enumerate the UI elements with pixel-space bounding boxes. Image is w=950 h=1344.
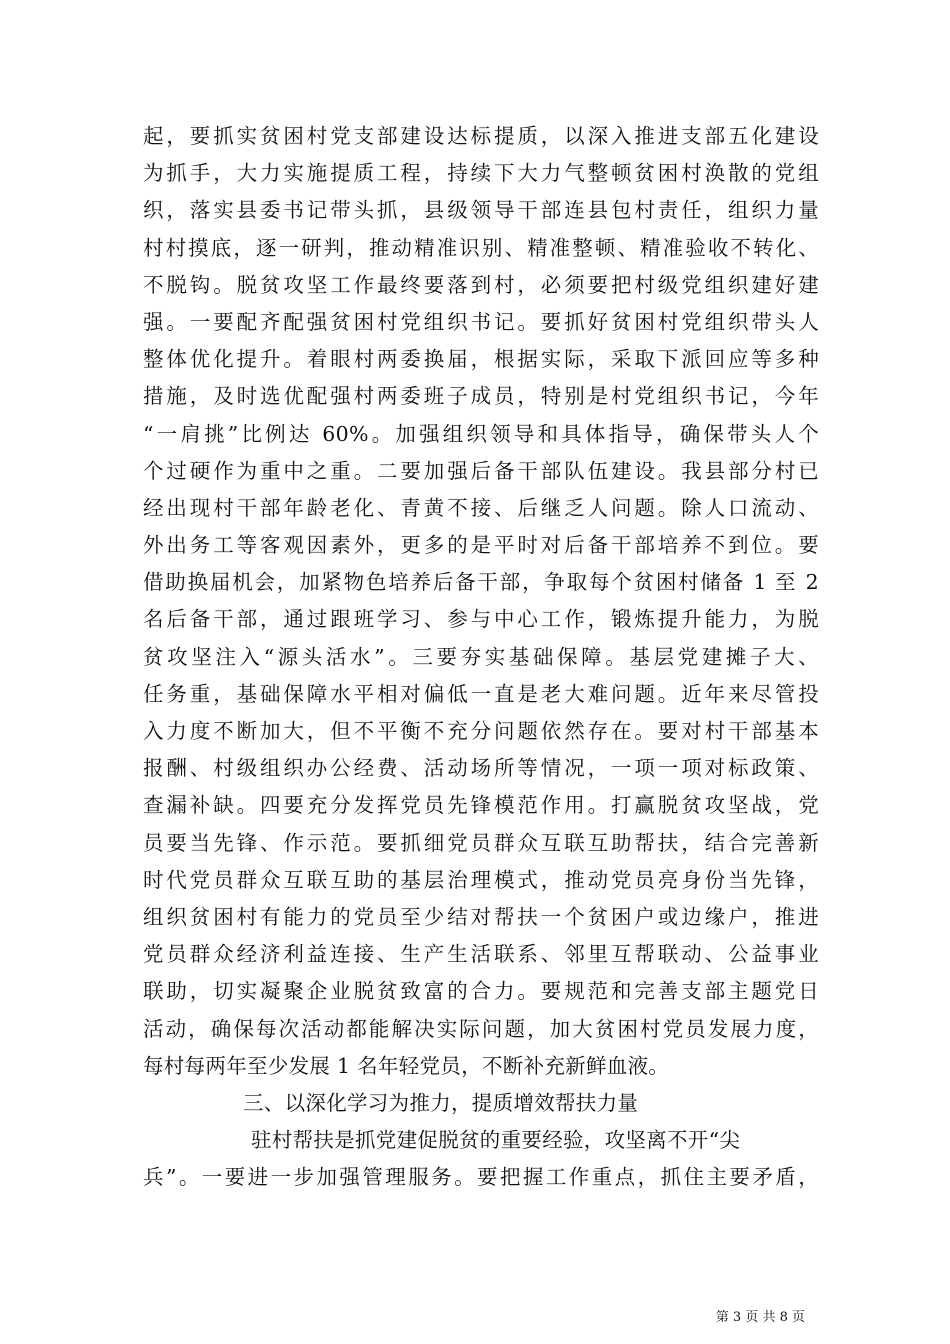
text-line: 员要当先锋、作示范。要抓细党员群众互联互助帮扶，结合完善新 bbox=[143, 830, 819, 855]
text-line: 措施，及时选优配强村两委班子成员，特别是村党组织书记，今年 bbox=[143, 384, 819, 409]
text-line: 强。一要配齐配强贫困村党组织书记。要抓好贫困村党组织带头人 bbox=[143, 309, 819, 334]
text-line: 借助换届机会，加紧物色培养后备干部，争取每个贫困村储备 1 至 2 bbox=[143, 570, 819, 595]
page-number-footer: 第 3 页 共 8 页 bbox=[715, 1310, 805, 1325]
text-line: 个过硬作为重中之重。二要加强后备干部队伍建设。我县部分村已 bbox=[143, 458, 819, 483]
body-text bbox=[143, 118, 819, 1196]
text-line: 任务重，基础保障水平相对偏低一直是老大难问题。近年来尽管投 bbox=[143, 681, 819, 706]
text-line: 为抓手，大力实施提质工程，持续下大力气整顿贫困村涣散的党组 bbox=[143, 161, 819, 186]
text-line: 时代党员群众互联互助的基层治理模式，推动党员亮身份当先锋， bbox=[143, 867, 819, 892]
text-line: 入力度不断加大，但不平衡不充分问题依然存在。要对村干部基本 bbox=[143, 719, 819, 743]
paragraph-first-line: 驻村帮扶是抓党建促脱贫的重要经验，攻坚离不开“尖 bbox=[251, 1128, 741, 1153]
text-line: 经出现村干部年龄老化、青黄不接、后继乏人问题。除人口流动、 bbox=[143, 495, 819, 520]
text-line: 报酬、村级组织办公经费、活动场所等情况，一项一项对标政策、 bbox=[143, 756, 819, 781]
text-line: 联助，切实凝聚企业脱贫致富的合力。要规范和完善支部主题党日 bbox=[143, 979, 819, 1004]
text-line: 名后备干部，通过跟班学习、参与中心工作，锻炼提升能力，为脱 bbox=[143, 607, 819, 632]
text-line: 贫攻坚注入“源头活水”。三要夯实基础保障。基层党建摊子大、 bbox=[143, 644, 819, 669]
section-heading: 三、以深化学习为推力，提质增效帮扶力量 bbox=[243, 1090, 639, 1115]
text-line: “一肩挑”比例达 60%。加强组织领导和具体指导，确保带头人个 bbox=[143, 421, 819, 446]
text-line: 村村摸底，逐一研判，推动精准识别、精准整顿、精准验收不转化、 bbox=[143, 235, 819, 260]
text-line: 活动，确保每次活动都能解决实际问题，加大贫困村党员发展力度， bbox=[143, 1016, 819, 1041]
text-line: 兵”。一要进一步加强管理服务。要把握工作重点，抓住主要矛盾， bbox=[143, 1165, 819, 1190]
text-line: 外出务工等客观因素外，更多的是平时对后备干部培养不到位。要 bbox=[143, 533, 819, 558]
text-line: 织，落实县委书记带头抓，县级领导干部连县包村责任，组织力量 bbox=[143, 198, 819, 223]
text-line: 不脱钩。脱贫攻坚工作最终要落到村，必须要把村级党组织建好建 bbox=[143, 272, 819, 297]
text-line: 整体优化提升。着眼村两委换届，根据实际，采取下派回应等多种 bbox=[143, 347, 819, 372]
text-line: 每村每两年至少发展 1 名年轻党员，不断补充新鲜血液。 bbox=[143, 1053, 670, 1078]
text-line: 起，要抓实贫困村党支部建设达标提质，以深入推进支部五化建设 bbox=[143, 124, 819, 148]
text-line: 党员群众经济利益连接、生产生活联系、邻里互帮联动、公益事业 bbox=[143, 942, 819, 967]
text-line: 组织贫困村有能力的党员至少结对帮扶一个贫困户或边缘户，推进 bbox=[143, 904, 819, 929]
text-line: 查漏补缺。四要充分发挥党员先锋模范作用。打赢脱贫攻坚战，党 bbox=[143, 793, 819, 818]
